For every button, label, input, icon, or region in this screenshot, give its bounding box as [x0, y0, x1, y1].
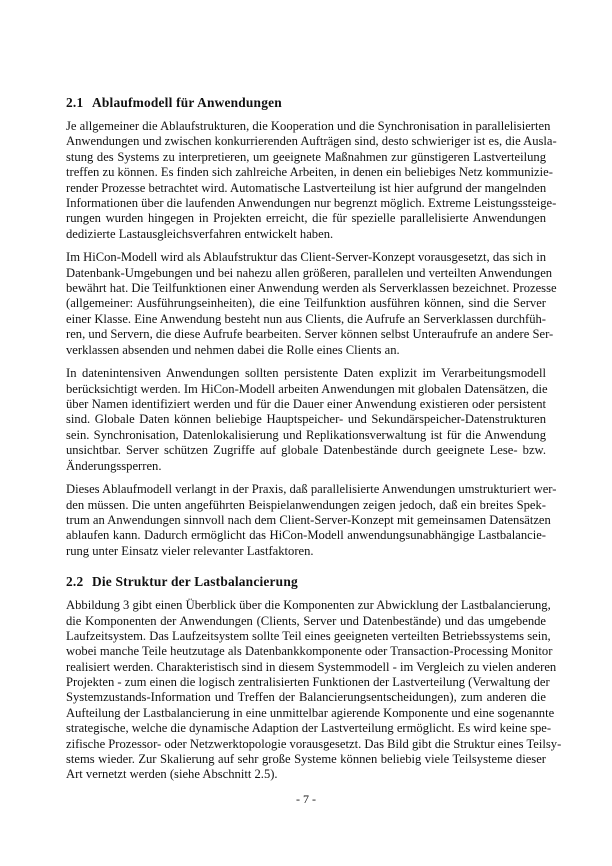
text-line: berücksichtigt werden. Im HiCon-Modell arbeiten Anwendungen mit globalen Datensätzen, die — [66, 381, 548, 396]
text-line: Systemzustands-Information und Treffen der Balancierungsentscheidungen), zum anderen die — [66, 690, 546, 705]
text-line: die Komponenten der Anwendungen (Clients, Server und Datenbestände) und das umgebende — [66, 613, 546, 628]
text-line: Je allgemeiner die Ablaufstrukturen, die Kooperation und die Synchronisation in parallelisierten — [66, 119, 551, 133]
text-line: den müssen. Die unten angeführten Beispielanwendungen zeigen jedoch, daß ein breites Spek- — [66, 497, 546, 512]
text-line: stems wieder. Zur Skalierung auf sehr große Systeme können beliebig viele Teilsysteme dieser — [66, 752, 546, 767]
text-line: Datenbank-Umgebungen und bei nahezu allen größeren, parallelen und verteilten Anwendungen — [66, 265, 553, 280]
text-line: sein. Synchronisation, Datenlokalisierung und Replikationsverwaltung ist für die Anwendung — [66, 427, 546, 442]
paragraph — [66, 482, 557, 559]
text-line: Projekten - zum einen die logisch zentralisierten Funktionen der Lastverteilung (Verwaltung der — [66, 675, 550, 690]
text-line: ablaufen kann. Dadurch ermöglicht das HiCon-Modell anwendungsunabhängige Lastbalancie- — [66, 528, 546, 543]
text-line: rungen wurden hingegen in Projekten erreicht, die für spezielle parallelisierte Anwendungen — [66, 211, 546, 226]
paragraph — [66, 598, 562, 783]
section-number: 2.2 — [66, 574, 84, 590]
text-line: trum an Anwendungen sinnvoll nach dem Client-Server-Konzept mit gemeinsamen Datensätzen — [66, 512, 551, 527]
text-line: realisiert werden. Charakteristisch sind in diesem Systemmodell - im Vergleich zu vielen anderen — [66, 659, 557, 674]
text-line: rung unter Einsatz vieler relevanter Lastfaktoren. — [66, 543, 314, 558]
text-line: strategische, welche die dynamische Adaption der Lastverteilung ermöglicht. Es wird keine spe- — [66, 721, 552, 736]
text-line: einer Klasse. Eine Anwendung besteht nun aus Clients, die Aufrufe an Serverklassen durchfüh- — [66, 311, 546, 326]
text-line: verklassen absenden und nehmen dabei die Rolle eines Clients an. — [66, 342, 400, 357]
text-line: wobei manche Teile heutzutage als Datenbankkomponente oder Transaction-Processing Monitor — [66, 644, 553, 659]
document-page — [66, 94, 562, 791]
text-line: zifische Prozessor- oder Netzwerktopologie vorausgesetzt. Das Bild gibt die Struktur eines Teilsy- — [66, 736, 562, 751]
text-line: render Prozesse betrachtet wird. Automatische Lastverteilung ist hier aufgrund der mangelnden — [66, 180, 547, 195]
text-line: dedizierte Lastausgleichsverfahren entwickelt haben. — [66, 226, 334, 241]
text-line: Art vernetzt werden (siehe Abschnitt 2.5). — [66, 767, 278, 782]
text-line: treffen zu können. Es finden sich zahlreiche Arbeiten, in denen ein beliebiges Netz kommunizie- — [66, 165, 553, 180]
text-line: In datenintensiven Anwendungen sollten persistente Daten explizit im Verarbeitungsmodell — [66, 366, 546, 381]
section-number: 2.1 — [66, 95, 84, 110]
text-line: bewährt hat. Die Teilfunktionen einer Anwendung werden als Serverklassen bezeichnet. Prozesse — [66, 281, 557, 296]
section-heading-2-1 — [66, 94, 546, 112]
paragraph — [66, 250, 557, 358]
section-heading-2-2 — [66, 573, 546, 591]
section-title: Ablaufmodell für Anwendungen — [92, 95, 282, 110]
text-line: Änderungssperren. — [66, 458, 162, 473]
text-line: Abbildung 3 gibt einen Überblick über die Komponenten zur Abwicklung der Lastbalancierung, — [66, 598, 551, 613]
text-line: über Namen identifiziert werden und für die Dauer einer Anwendung existieren oder persistent — [66, 397, 546, 412]
text-line: stung des Systems zu interpretieren, um geeignete Maßnahmen zur günstigeren Lastverteilung — [66, 149, 546, 164]
text-line: Im HiCon-Modell wird als Ablaufstruktur das Client-Server-Konzept vorausgesetzt, das sich in — [66, 250, 546, 265]
text-line: sind. Globale Daten können beliebige Hauptspeicher- und Sekundärspeicher-Datenstrukturen — [66, 412, 546, 427]
section-title: Die Struktur der Lastbalancierung — [92, 574, 298, 590]
page-number: - 7 - — [296, 792, 316, 806]
text-line: (allgemeiner: Ausführungseinheiten), die eine Teilfunktion ausführen können, sind die Server — [66, 296, 546, 311]
text-line: ren, und Servern, die diese Aufrufe bearbeiten. Server können selbst Unteraufrufe an andere Ser- — [66, 327, 554, 342]
text-line: Laufzeitsystem. Das Laufzeitsystem sollte Teil eines geeigneten verteilten Betriebssystems sein, — [66, 628, 551, 643]
text-line: Anwendungen und zwischen konkurrierenden Aufträgen sind, desto schwieriger ist es, die Ausla- — [66, 134, 557, 149]
text-line: Aufteilung der Lastbalancierung in eine unmittelbar agierende Komponente und eine sogenannte — [66, 705, 555, 720]
paragraph — [66, 119, 557, 242]
paragraph — [66, 366, 546, 474]
text-line: Informationen über die laufenden Anwendungen nur begrenzt möglich. Extreme Leistungssteige- — [66, 195, 557, 210]
text-line: Dieses Ablaufmodell verlangt in der Praxis, daß parallelisierte Anwendungen umstrukturiert wer- — [66, 482, 557, 497]
text-line: unsichtbar. Server schützen Zugriffe auf globale Datenbestände durch geeignete Lese- bzw. — [66, 443, 546, 458]
